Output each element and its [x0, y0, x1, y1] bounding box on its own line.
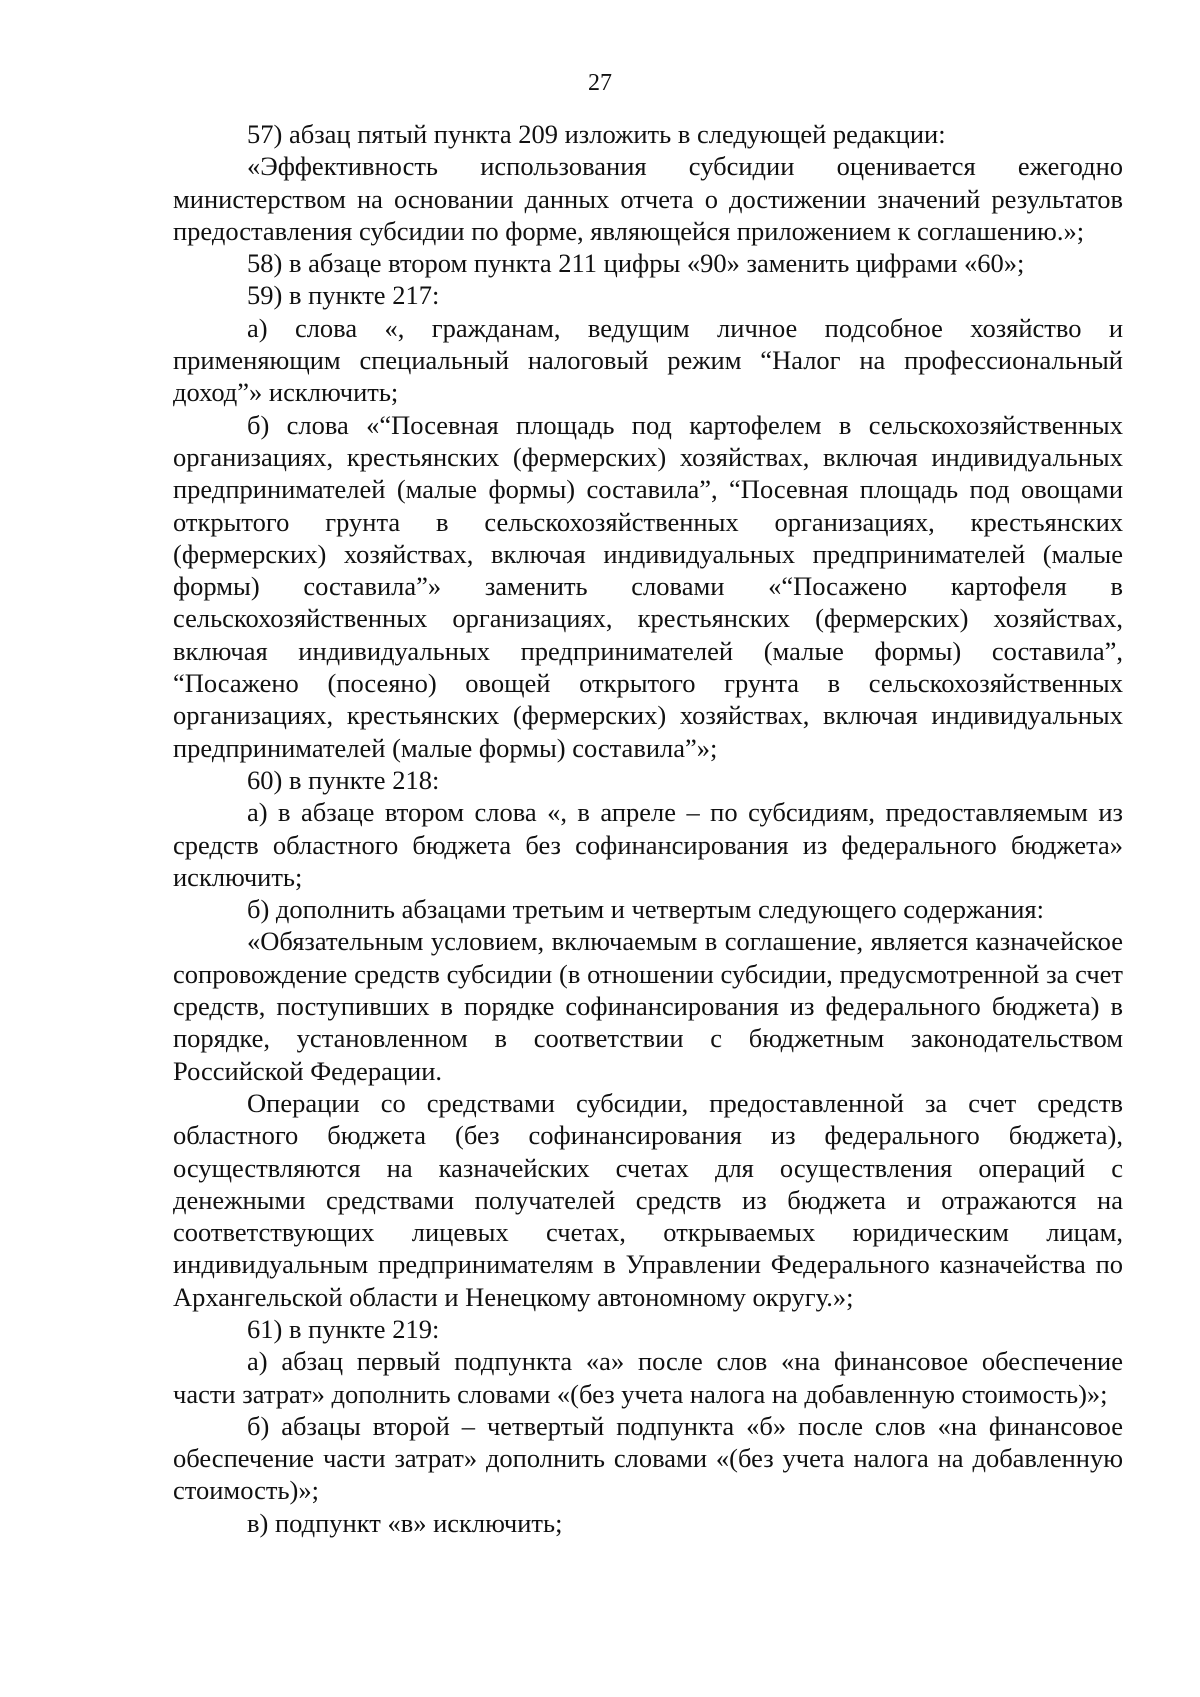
- document-body: [173, 118, 1123, 1539]
- paragraph-quote-operations: Операции со средствами субсидии, предоставленной за счет средств областного бюджета (без софинансирования из федерального бюджета), осуществляются на казначейских счетах для осуществления операций с денежными средствами получателей средств из бюджета и отражаются на соответствующих лицевых счетах, открываемых юридическим лицам, индивидуальным предпринимателям в Управлении Федерального казначейства по Архангельской области и Ненецкому автономному округу.»;: [173, 1087, 1123, 1312]
- paragraph-item-61-v: в) подпункт «в» исключить;: [247, 1507, 563, 1538]
- paragraph-item-59-b: б) слова «“Посевная площадь под картофелем в сельскохозяйственных организациях, крестьянских (фермерских) хозяйствах, включая индивидуальных предпринимателей (малые формы) составила”, “Посевная площадь под овощами открытого грунта в сельскохозяйственных организациях, крестьянских (фермерских) хозяйствах, включая индивидуальных предпринимателей (малые формы) составила”» заменить словами «“Посажено картофеля в сельскохозяйственных организациях, крестьянских (фермерских) хозяйствах, включая индивидуальных предпринимателей (малые формы) составила”, “Посажено (посеяно) овощей открытого грунта в сельскохозяйственных организациях, крестьянских (фермерских) хозяйствах, включая индивидуальных предпринимателей (малые формы) составила”»;: [173, 409, 1123, 763]
- paragraph-item-61-b: б) абзацы второй – четвертый подпункта «б» после слов «на финансовое обеспечение части затрат» дополнить словами «(без учета налога на добавленную стоимость)»;: [173, 1410, 1123, 1506]
- paragraph-item-59: 59) в пункте 217:: [247, 280, 440, 311]
- page-number: 27: [588, 70, 612, 96]
- paragraph-item-61: 61) в пункте 219:: [247, 1313, 440, 1344]
- paragraph-item-61-a: а) абзац первый подпункта «а» после слов «на финансовое обеспечение части затрат» дополнить словами «(без учета налога на добавленную стоимость)»;: [173, 1346, 1123, 1409]
- paragraph-quote-mandatory-condition: «Обязательным условием, включаемым в соглашение, является казначейское сопровождение средств субсидии (в отношении субсидии, предусмотренной за счет средств, поступивших в порядке софинансирования из федерального бюджета) в порядке, установленном в соответствии с бюджетным законодательством Российской Федерации.: [173, 926, 1123, 1086]
- paragraph-item-60-a: а) в абзаце втором слова «, в апреле – по субсидиям, предоставляемым из средств областного бюджета без софинансирования из федерального бюджета» исключить;: [173, 797, 1123, 892]
- paragraph-item-60: 60) в пункте 218:: [247, 764, 440, 795]
- paragraph-item-58: 58) в абзаце втором пункта 211 цифры «90» заменить цифрами «60»;: [247, 248, 1025, 279]
- paragraph-item-60-b: б) дополнить абзацами третьим и четвертым следующего содержания:: [247, 894, 1044, 925]
- paragraph-item-57: 57) абзац пятый пункта 209 изложить в следующей редакции:: [247, 119, 946, 149]
- paragraph-item-59-a: а) слова «, гражданам, ведущим личное подсобное хозяйство и применяющим специальный налоговый режим “Налог на профессиональный доход”» исключить;: [173, 312, 1123, 408]
- paragraph-quote-effectiveness: «Эффективность использования субсидии оценивается ежегодно министерством на основании данных отчета о достижении значений результатов предоставления субсидии по форме, являющейся приложением к соглашению.»;: [173, 151, 1123, 246]
